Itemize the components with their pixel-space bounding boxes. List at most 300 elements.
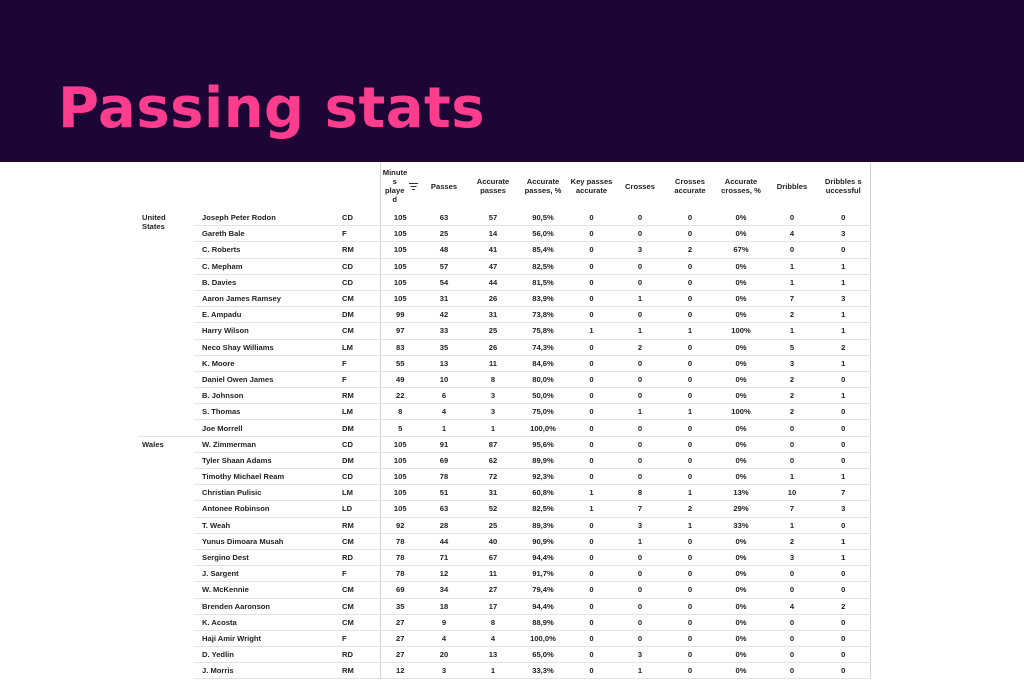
cell-crosses: 0 bbox=[615, 614, 665, 630]
cell-dribbles-successful: 1 bbox=[817, 469, 870, 485]
cell-dribbles-successful: 0 bbox=[817, 404, 870, 420]
header-accurate-passes[interactable]: Accurate passes bbox=[476, 177, 510, 195]
cell-position: RM bbox=[336, 388, 380, 404]
cell-dribbles-successful: 0 bbox=[817, 566, 870, 582]
cell-dribbles: 0 bbox=[767, 452, 817, 468]
passing-stats-table bbox=[138, 162, 871, 679]
cell-crosses: 0 bbox=[615, 420, 665, 436]
table-row bbox=[138, 226, 870, 242]
cell-name: Neco Shay Williams bbox=[194, 339, 336, 355]
cell-accurate-passes: 47 bbox=[468, 258, 518, 274]
cell-position: CM bbox=[336, 290, 380, 306]
cell-crosses: 8 bbox=[615, 485, 665, 501]
cell-name: W. Zimmerman bbox=[194, 436, 336, 452]
cell-accurate-crosses-pct: 0% bbox=[715, 355, 767, 371]
cell-minutes: 105 bbox=[380, 210, 420, 226]
cell-crosses: 0 bbox=[615, 258, 665, 274]
cell-position: RD bbox=[336, 647, 380, 663]
cell-crosses-accurate: 0 bbox=[665, 566, 715, 582]
cell-name: W. McKennie bbox=[194, 582, 336, 598]
cell-minutes: 105 bbox=[380, 226, 420, 242]
cell-key-passes: 0 bbox=[568, 469, 615, 485]
cell-position: F bbox=[336, 355, 380, 371]
table-row bbox=[138, 469, 870, 485]
cell-crosses-accurate: 0 bbox=[665, 533, 715, 549]
cell-dribbles: 1 bbox=[767, 258, 817, 274]
cell-dribbles: 1 bbox=[767, 323, 817, 339]
cell-crosses: 0 bbox=[615, 598, 665, 614]
cell-accurate-crosses-pct: 0% bbox=[715, 663, 767, 679]
cell-crosses: 7 bbox=[615, 501, 665, 517]
passing-stats-table-container bbox=[138, 162, 870, 679]
header-banner bbox=[0, 0, 1024, 162]
cell-passes: 91 bbox=[420, 436, 468, 452]
header-key-passes[interactable]: Key passes accurate bbox=[570, 177, 613, 195]
header-accurate-passes-pct[interactable]: Accurate passes, % bbox=[524, 177, 562, 195]
cell-crosses: 1 bbox=[615, 323, 665, 339]
cell-dribbles-successful: 0 bbox=[817, 517, 870, 533]
cell-passes: 9 bbox=[420, 614, 468, 630]
cell-dribbles: 2 bbox=[767, 404, 817, 420]
cell-dribbles-successful: 0 bbox=[817, 614, 870, 630]
cell-dribbles-successful: 3 bbox=[817, 290, 870, 306]
cell-crosses-accurate: 0 bbox=[665, 436, 715, 452]
table-row bbox=[138, 355, 870, 371]
table-row bbox=[138, 371, 870, 387]
cell-position: CM bbox=[336, 533, 380, 549]
cell-position: F bbox=[336, 371, 380, 387]
cell-minutes: 8 bbox=[380, 404, 420, 420]
cell-position: CD bbox=[336, 436, 380, 452]
table-body bbox=[138, 210, 870, 679]
cell-accurate-passes: 11 bbox=[468, 566, 518, 582]
cell-crosses: 0 bbox=[615, 630, 665, 646]
cell-crosses: 0 bbox=[615, 226, 665, 242]
cell-name: B. Johnson bbox=[194, 388, 336, 404]
cell-minutes: 12 bbox=[380, 663, 420, 679]
cell-accurate-passes: 11 bbox=[468, 355, 518, 371]
cell-accurate-passes-pct: 75,0% bbox=[518, 404, 568, 420]
cell-crosses-accurate: 0 bbox=[665, 420, 715, 436]
header-team bbox=[138, 162, 194, 210]
cell-crosses: 0 bbox=[615, 274, 665, 290]
cell-dribbles: 1 bbox=[767, 274, 817, 290]
cell-accurate-passes: 13 bbox=[468, 647, 518, 663]
cell-crosses: 0 bbox=[615, 307, 665, 323]
cell-dribbles: 2 bbox=[767, 533, 817, 549]
table-row bbox=[138, 549, 870, 565]
cell-accurate-passes: 3 bbox=[468, 404, 518, 420]
cell-accurate-crosses-pct: 33% bbox=[715, 517, 767, 533]
cell-name: J. Sargent bbox=[194, 566, 336, 582]
cell-minutes: 78 bbox=[380, 566, 420, 582]
cell-accurate-passes: 67 bbox=[468, 549, 518, 565]
table-row bbox=[138, 533, 870, 549]
cell-dribbles-successful: 0 bbox=[817, 647, 870, 663]
cell-accurate-passes-pct: 73,8% bbox=[518, 307, 568, 323]
cell-accurate-crosses-pct: 0% bbox=[715, 630, 767, 646]
cell-accurate-passes-pct: 95,6% bbox=[518, 436, 568, 452]
cell-passes: 57 bbox=[420, 258, 468, 274]
cell-position: CD bbox=[336, 210, 380, 226]
cell-minutes: 55 bbox=[380, 355, 420, 371]
cell-minutes: 105 bbox=[380, 436, 420, 452]
table-row bbox=[138, 323, 870, 339]
cell-key-passes: 0 bbox=[568, 307, 615, 323]
cell-name: B. Davies bbox=[194, 274, 336, 290]
cell-accurate-passes-pct: 90,9% bbox=[518, 533, 568, 549]
cell-dribbles-successful: 3 bbox=[817, 226, 870, 242]
table-row bbox=[138, 290, 870, 306]
cell-key-passes: 0 bbox=[568, 533, 615, 549]
cell-passes: 6 bbox=[420, 388, 468, 404]
cell-key-passes: 0 bbox=[568, 274, 615, 290]
cell-position: CM bbox=[336, 323, 380, 339]
cell-dribbles: 0 bbox=[767, 420, 817, 436]
cell-name: J. Morris bbox=[194, 663, 336, 679]
cell-accurate-crosses-pct: 0% bbox=[715, 210, 767, 226]
cell-passes: 63 bbox=[420, 210, 468, 226]
cell-accurate-passes: 17 bbox=[468, 598, 518, 614]
cell-crosses-accurate: 0 bbox=[665, 598, 715, 614]
cell-dribbles-successful: 1 bbox=[817, 307, 870, 323]
cell-passes: 42 bbox=[420, 307, 468, 323]
cell-passes: 78 bbox=[420, 469, 468, 485]
cell-key-passes: 0 bbox=[568, 566, 615, 582]
cell-accurate-passes: 72 bbox=[468, 469, 518, 485]
table-row bbox=[138, 420, 870, 436]
header-position bbox=[336, 162, 380, 210]
cell-position: DM bbox=[336, 420, 380, 436]
cell-passes: 12 bbox=[420, 566, 468, 582]
cell-crosses-accurate: 0 bbox=[665, 549, 715, 565]
cell-crosses: 0 bbox=[615, 452, 665, 468]
cell-key-passes: 0 bbox=[568, 371, 615, 387]
table-row bbox=[138, 388, 870, 404]
cell-key-passes: 0 bbox=[568, 647, 615, 663]
cell-position: CM bbox=[336, 582, 380, 598]
cell-key-passes: 0 bbox=[568, 582, 615, 598]
cell-crosses-accurate: 0 bbox=[665, 582, 715, 598]
cell-minutes: 105 bbox=[380, 274, 420, 290]
cell-minutes: 83 bbox=[380, 339, 420, 355]
cell-crosses-accurate: 0 bbox=[665, 371, 715, 387]
cell-dribbles: 0 bbox=[767, 647, 817, 663]
cell-minutes: 97 bbox=[380, 323, 420, 339]
cell-passes: 63 bbox=[420, 501, 468, 517]
cell-crosses: 0 bbox=[615, 210, 665, 226]
cell-key-passes: 0 bbox=[568, 242, 615, 258]
cell-name: Sergino Dest bbox=[194, 549, 336, 565]
cell-accurate-passes: 52 bbox=[468, 501, 518, 517]
cell-accurate-passes-pct: 81,5% bbox=[518, 274, 568, 290]
cell-crosses-accurate: 0 bbox=[665, 258, 715, 274]
cell-crosses-accurate: 0 bbox=[665, 388, 715, 404]
cell-passes: 20 bbox=[420, 647, 468, 663]
table-row bbox=[138, 647, 870, 663]
cell-crosses: 3 bbox=[615, 242, 665, 258]
cell-accurate-passes-pct: 33,3% bbox=[518, 663, 568, 679]
cell-accurate-passes: 1 bbox=[468, 663, 518, 679]
cell-accurate-passes: 25 bbox=[468, 517, 518, 533]
cell-accurate-passes: 57 bbox=[468, 210, 518, 226]
header-dribbles-successful[interactable]: Dribbles s uccessful bbox=[817, 162, 870, 210]
cell-key-passes: 0 bbox=[568, 452, 615, 468]
cell-accurate-passes: 87 bbox=[468, 436, 518, 452]
cell-accurate-crosses-pct: 67% bbox=[715, 242, 767, 258]
cell-key-passes: 0 bbox=[568, 598, 615, 614]
cell-crosses-accurate: 1 bbox=[665, 404, 715, 420]
cell-accurate-passes-pct: 89,9% bbox=[518, 452, 568, 468]
cell-crosses-accurate: 0 bbox=[665, 339, 715, 355]
cell-crosses: 1 bbox=[615, 663, 665, 679]
cell-dribbles-successful: 0 bbox=[817, 663, 870, 679]
cell-crosses: 0 bbox=[615, 469, 665, 485]
table-row bbox=[138, 663, 870, 679]
cell-passes: 54 bbox=[420, 274, 468, 290]
table-row bbox=[138, 274, 870, 290]
cell-accurate-passes: 31 bbox=[468, 485, 518, 501]
cell-name: C. Roberts bbox=[194, 242, 336, 258]
cell-dribbles: 5 bbox=[767, 339, 817, 355]
cell-minutes: 105 bbox=[380, 501, 420, 517]
cell-minutes: 69 bbox=[380, 582, 420, 598]
cell-position: RD bbox=[336, 549, 380, 565]
cell-name: Christian Pulisic bbox=[194, 485, 336, 501]
cell-accurate-crosses-pct: 0% bbox=[715, 647, 767, 663]
cell-dribbles: 0 bbox=[767, 614, 817, 630]
cell-dribbles-successful: 1 bbox=[817, 355, 870, 371]
cell-minutes: 22 bbox=[380, 388, 420, 404]
cell-dribbles-successful: 1 bbox=[817, 388, 870, 404]
cell-name: Joseph Peter Rodon bbox=[194, 210, 336, 226]
cell-name: S. Thomas bbox=[194, 404, 336, 420]
cell-accurate-passes-pct: 91,7% bbox=[518, 566, 568, 582]
cell-accurate-passes-pct: 94,4% bbox=[518, 549, 568, 565]
cell-accurate-crosses-pct: 0% bbox=[715, 339, 767, 355]
cell-crosses: 2 bbox=[615, 339, 665, 355]
cell-accurate-passes: 62 bbox=[468, 452, 518, 468]
cell-passes: 28 bbox=[420, 517, 468, 533]
header-minutes-played[interactable] bbox=[380, 162, 420, 210]
cell-accurate-passes: 26 bbox=[468, 339, 518, 355]
cell-accurate-crosses-pct: 0% bbox=[715, 436, 767, 452]
cell-position: CM bbox=[336, 614, 380, 630]
cell-dribbles-successful: 1 bbox=[817, 274, 870, 290]
team-name: Wales bbox=[142, 439, 164, 449]
header-crosses[interactable]: Crosses bbox=[625, 181, 655, 191]
cell-key-passes: 0 bbox=[568, 663, 615, 679]
cell-accurate-passes-pct: 94,4% bbox=[518, 598, 568, 614]
cell-name: Joe Morrell bbox=[194, 420, 336, 436]
table-row bbox=[138, 404, 870, 420]
cell-dribbles: 2 bbox=[767, 371, 817, 387]
cell-dribbles: 0 bbox=[767, 630, 817, 646]
cell-key-passes: 0 bbox=[568, 614, 615, 630]
cell-accurate-crosses-pct: 100% bbox=[715, 404, 767, 420]
cell-crosses-accurate: 0 bbox=[665, 469, 715, 485]
cell-passes: 31 bbox=[420, 290, 468, 306]
table-row bbox=[138, 485, 870, 501]
cell-crosses: 0 bbox=[615, 566, 665, 582]
cell-dribbles-successful: 0 bbox=[817, 436, 870, 452]
cell-accurate-crosses-pct: 0% bbox=[715, 274, 767, 290]
cell-accurate-crosses-pct: 0% bbox=[715, 469, 767, 485]
cell-position: F bbox=[336, 226, 380, 242]
cell-accurate-crosses-pct: 29% bbox=[715, 501, 767, 517]
cell-key-passes: 0 bbox=[568, 404, 615, 420]
cell-accurate-crosses-pct: 0% bbox=[715, 614, 767, 630]
cell-crosses-accurate: 1 bbox=[665, 517, 715, 533]
cell-minutes: 78 bbox=[380, 549, 420, 565]
cell-accurate-passes-pct: 100,0% bbox=[518, 420, 568, 436]
header-player bbox=[194, 162, 336, 210]
cell-accurate-passes-pct: 56,0% bbox=[518, 226, 568, 242]
cell-accurate-passes-pct: 65,0% bbox=[518, 647, 568, 663]
table-row bbox=[138, 307, 870, 323]
cell-key-passes: 0 bbox=[568, 258, 615, 274]
cell-accurate-passes-pct: 84,6% bbox=[518, 355, 568, 371]
cell-name: Aaron James Ramsey bbox=[194, 290, 336, 306]
cell-crosses-accurate: 0 bbox=[665, 290, 715, 306]
table-row bbox=[138, 630, 870, 646]
cell-dribbles-successful: 1 bbox=[817, 533, 870, 549]
cell-accurate-crosses-pct: 0% bbox=[715, 371, 767, 387]
cell-crosses-accurate: 0 bbox=[665, 355, 715, 371]
cell-dribbles: 0 bbox=[767, 663, 817, 679]
header-minutes-label: Minute s playe d bbox=[382, 168, 408, 204]
table-row bbox=[138, 614, 870, 630]
cell-name: Timothy Michael Ream bbox=[194, 469, 336, 485]
cell-dribbles-successful: 2 bbox=[817, 339, 870, 355]
cell-position: RM bbox=[336, 663, 380, 679]
table-row bbox=[138, 517, 870, 533]
sort-icon[interactable] bbox=[409, 183, 418, 190]
cell-position: RM bbox=[336, 242, 380, 258]
cell-passes: 10 bbox=[420, 371, 468, 387]
cell-accurate-passes: 14 bbox=[468, 226, 518, 242]
cell-crosses: 1 bbox=[615, 533, 665, 549]
table-row bbox=[138, 452, 870, 468]
cell-dribbles-successful: 0 bbox=[817, 582, 870, 598]
cell-crosses: 0 bbox=[615, 582, 665, 598]
cell-accurate-crosses-pct: 0% bbox=[715, 598, 767, 614]
cell-passes: 33 bbox=[420, 323, 468, 339]
cell-accurate-passes-pct: 92,3% bbox=[518, 469, 568, 485]
cell-dribbles: 1 bbox=[767, 469, 817, 485]
cell-dribbles: 1 bbox=[767, 517, 817, 533]
cell-position: CD bbox=[336, 274, 380, 290]
cell-accurate-crosses-pct: 0% bbox=[715, 566, 767, 582]
cell-dribbles: 0 bbox=[767, 582, 817, 598]
cell-crosses-accurate: 0 bbox=[665, 307, 715, 323]
cell-accurate-passes: 44 bbox=[468, 274, 518, 290]
header-passes[interactable]: Passes bbox=[430, 181, 458, 191]
cell-dribbles-successful: 1 bbox=[817, 258, 870, 274]
cell-minutes: 105 bbox=[380, 242, 420, 258]
cell-name: Yunus Dimoara Musah bbox=[194, 533, 336, 549]
cell-accurate-crosses-pct: 0% bbox=[715, 533, 767, 549]
cell-key-passes: 1 bbox=[568, 323, 615, 339]
cell-accurate-passes: 25 bbox=[468, 323, 518, 339]
cell-position: LD bbox=[336, 501, 380, 517]
cell-position: LM bbox=[336, 339, 380, 355]
cell-accurate-passes: 27 bbox=[468, 582, 518, 598]
cell-position: DM bbox=[336, 307, 380, 323]
cell-passes: 1 bbox=[420, 420, 468, 436]
cell-crosses: 0 bbox=[615, 371, 665, 387]
cell-crosses-accurate: 0 bbox=[665, 647, 715, 663]
cell-position: LM bbox=[336, 404, 380, 420]
cell-accurate-passes-pct: 83,9% bbox=[518, 290, 568, 306]
cell-accurate-passes-pct: 90,5% bbox=[518, 210, 568, 226]
table-row bbox=[138, 258, 870, 274]
cell-position: CD bbox=[336, 469, 380, 485]
cell-key-passes: 0 bbox=[568, 355, 615, 371]
cell-accurate-passes: 8 bbox=[468, 614, 518, 630]
cell-accurate-passes: 1 bbox=[468, 420, 518, 436]
cell-accurate-crosses-pct: 13% bbox=[715, 485, 767, 501]
cell-key-passes: 0 bbox=[568, 388, 615, 404]
header-accurate-crosses-pct[interactable]: Accurate crosses, % bbox=[721, 177, 761, 195]
cell-accurate-crosses-pct: 0% bbox=[715, 388, 767, 404]
cell-crosses-accurate: 2 bbox=[665, 501, 715, 517]
team-name: United States bbox=[138, 210, 194, 436]
cell-accurate-passes-pct: 75,8% bbox=[518, 323, 568, 339]
cell-accurate-crosses-pct: 0% bbox=[715, 452, 767, 468]
cell-passes: 35 bbox=[420, 339, 468, 355]
cell-minutes: 105 bbox=[380, 452, 420, 468]
cell-dribbles: 2 bbox=[767, 388, 817, 404]
cell-name: T. Weah bbox=[194, 517, 336, 533]
table-row bbox=[138, 582, 870, 598]
cell-accurate-passes: 31 bbox=[468, 307, 518, 323]
cell-accurate-passes-pct: 82,5% bbox=[518, 501, 568, 517]
cell-minutes: 49 bbox=[380, 371, 420, 387]
cell-name: Daniel Owen James bbox=[194, 371, 336, 387]
header-crosses-accurate[interactable]: Crosses accurate bbox=[674, 177, 706, 195]
table-row bbox=[138, 339, 870, 355]
cell-accurate-passes: 8 bbox=[468, 371, 518, 387]
cell-accurate-crosses-pct: 0% bbox=[715, 290, 767, 306]
cell-minutes: 105 bbox=[380, 258, 420, 274]
cell-minutes: 27 bbox=[380, 647, 420, 663]
cell-position: F bbox=[336, 630, 380, 646]
cell-accurate-passes-pct: 79,4% bbox=[518, 582, 568, 598]
cell-accurate-passes-pct: 50,0% bbox=[518, 388, 568, 404]
cell-name: Gareth Bale bbox=[194, 226, 336, 242]
cell-name: Harry Wilson bbox=[194, 323, 336, 339]
cell-key-passes: 0 bbox=[568, 290, 615, 306]
cell-crosses-accurate: 0 bbox=[665, 630, 715, 646]
cell-accurate-crosses-pct: 100% bbox=[715, 323, 767, 339]
table-row bbox=[138, 242, 870, 258]
cell-crosses: 1 bbox=[615, 290, 665, 306]
cell-dribbles-successful: 3 bbox=[817, 501, 870, 517]
cell-dribbles-successful: 2 bbox=[817, 598, 870, 614]
header-dribbles[interactable]: Dribbles bbox=[776, 181, 808, 191]
cell-accurate-crosses-pct: 0% bbox=[715, 420, 767, 436]
cell-position: RM bbox=[336, 517, 380, 533]
cell-minutes: 105 bbox=[380, 290, 420, 306]
cell-dribbles-successful: 7 bbox=[817, 485, 870, 501]
cell-name: Antonee Robinson bbox=[194, 501, 336, 517]
cell-dribbles: 0 bbox=[767, 210, 817, 226]
cell-key-passes: 1 bbox=[568, 501, 615, 517]
cell-minutes: 27 bbox=[380, 614, 420, 630]
cell-dribbles: 0 bbox=[767, 242, 817, 258]
cell-position: CD bbox=[336, 258, 380, 274]
